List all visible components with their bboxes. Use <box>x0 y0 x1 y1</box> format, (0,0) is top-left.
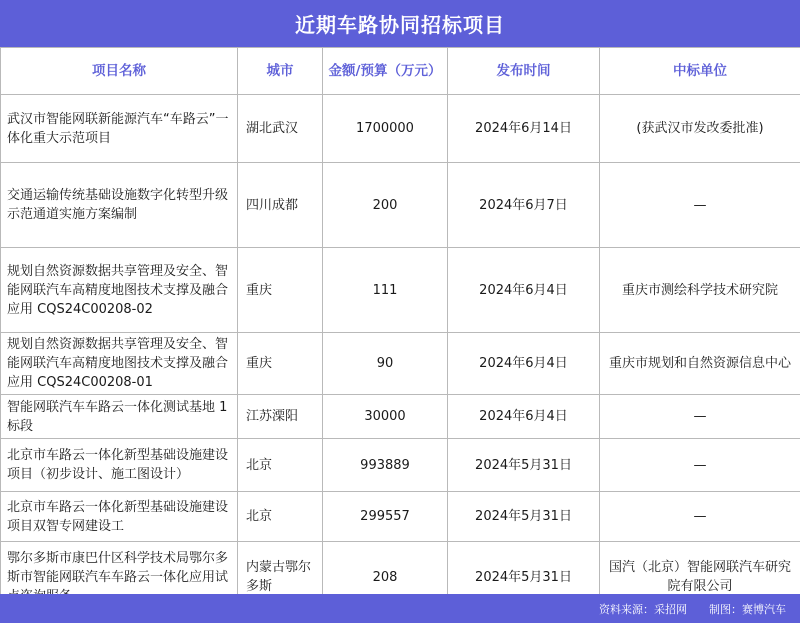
cell-amount: 90 <box>323 333 448 395</box>
source-note: 资料来源：采招网 <box>599 602 687 616</box>
cell-amount: 30000 <box>323 395 448 439</box>
cell-date: 2024年6月4日 <box>448 248 600 333</box>
cell-city: 内蒙古鄂尔多斯 <box>238 542 323 613</box>
column-header-name: 项目名称 <box>1 48 238 95</box>
cell-city: 四川成都 <box>238 163 323 248</box>
cell-project-name: 北京市车路云一体化新型基础设施建设项目（初步设计、施工图设计） <box>1 439 238 492</box>
cell-city: 重庆 <box>238 333 323 395</box>
cell-amount: 111 <box>323 248 448 333</box>
cell-project-name: 北京市车路云一体化新型基础设施建设项目双智专网建设工 <box>1 492 238 542</box>
cell-city: 湖北武汉 <box>238 95 323 163</box>
cell-city: 江苏溧阳 <box>238 395 323 439</box>
cell-amount: 299557 <box>323 492 448 542</box>
cell-winner: — <box>600 492 800 542</box>
tender-table <box>0 47 800 613</box>
cell-city: 重庆 <box>238 248 323 333</box>
cell-date: 2024年6月4日 <box>448 395 600 439</box>
cell-date: 2024年5月31日 <box>448 492 600 542</box>
cell-project-name: 规划自然资源数据共享管理及安全、智能网联汽车高精度地图技术支撑及融合应用 CQS24C00208-02 <box>1 248 238 333</box>
table-row <box>1 492 800 542</box>
table-row <box>1 95 800 163</box>
page-title: 近期车路协同招标项目 <box>0 0 800 47</box>
cell-date: 2024年6月7日 <box>448 163 600 248</box>
cell-amount: 208 <box>323 542 448 613</box>
cell-city: 北京 <box>238 492 323 542</box>
cell-amount: 993889 <box>323 439 448 492</box>
cell-date: 2024年6月4日 <box>448 333 600 395</box>
column-header-city: 城市 <box>238 48 323 95</box>
cell-date: 2024年6月14日 <box>448 95 600 163</box>
cell-city: 北京 <box>238 439 323 492</box>
cell-winner: — <box>600 163 800 248</box>
cell-project-name: 规划自然资源数据共享管理及安全、智能网联汽车高精度地图技术支撑及融合应用 CQS24C00208-01 <box>1 333 238 395</box>
cell-project-name: 交通运输传统基础设施数字化转型升级示范通道实施方案编制 <box>1 163 238 248</box>
cell-winner: 重庆市测绘科学技术研究院 <box>600 248 800 333</box>
table-row <box>1 395 800 439</box>
cell-winner: 重庆市规划和自然资源信息中心 <box>600 333 800 395</box>
cell-date: 2024年5月31日 <box>448 542 600 613</box>
cell-project-name: 武汉市智能网联新能源汽车“车路云”一体化重大示范项目 <box>1 95 238 163</box>
footer-bar <box>0 594 800 623</box>
cell-project-name: 鄂尔多斯市康巴什区科学技术局鄂尔多斯市智能网联汽车车路云一体化应用试 <box>1 542 238 613</box>
cell-winner: — <box>600 439 800 492</box>
credit-note: 制图：赛博汽车 <box>709 602 786 616</box>
table-row <box>1 333 800 395</box>
cell-winner: (获武汉市发改委批准) <box>600 95 800 163</box>
cell-date: 2024年5月31日 <box>448 439 600 492</box>
column-header-winner: 中标单位 <box>600 48 800 95</box>
table-header-row <box>1 48 800 95</box>
cell-winner: 国汽（北京）智能网联汽车研究院有限公司 <box>600 542 800 613</box>
cell-project-name: 智能网联汽车车路云一体化测试基地 1 标段 <box>1 395 238 439</box>
table-row <box>1 248 800 333</box>
cell-amount: 200 <box>323 163 448 248</box>
cell-winner: — <box>600 395 800 439</box>
column-header-date: 发布时间 <box>448 48 600 95</box>
cell-amount: 1700000 <box>323 95 448 163</box>
table-row <box>1 163 800 248</box>
column-header-amount: 金额/预算（万元） <box>323 48 448 95</box>
table-row <box>1 439 800 492</box>
